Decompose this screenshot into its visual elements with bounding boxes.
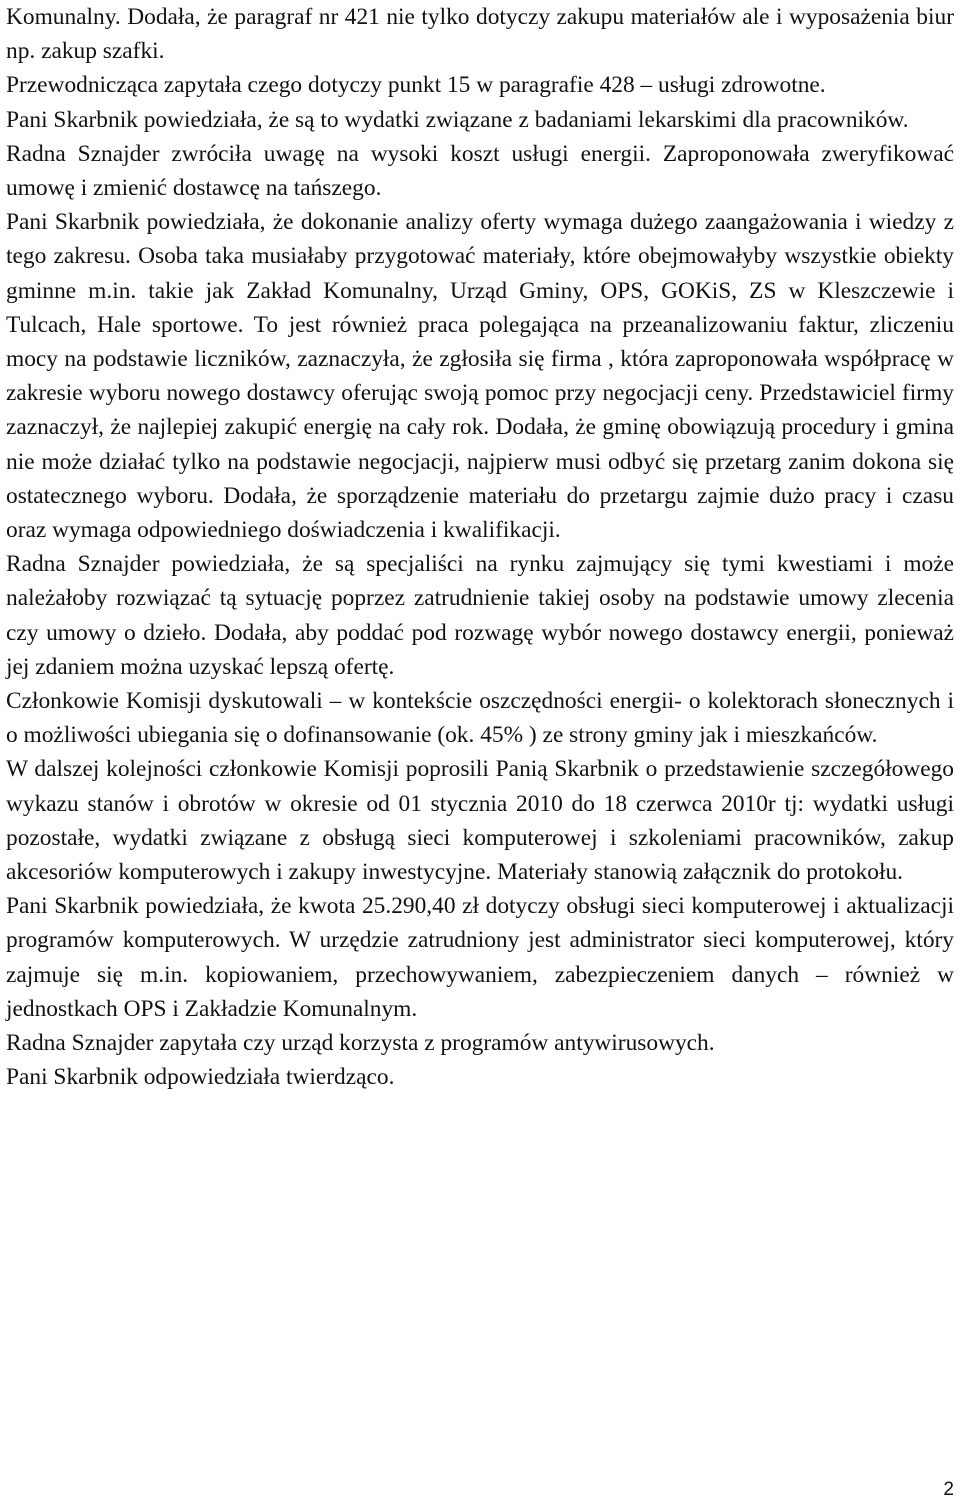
page-number: 2 xyxy=(943,1479,954,1500)
paragraph: Pani Skarbnik powiedziała, że są to wydatki związane z badaniami lekarskimi dla pracowników. xyxy=(6,106,909,133)
paragraph: Pani Skarbnik powiedziała, że kwota 25.290,40 zł dotyczy obsługi sieci komputerowej i aktualizacji programów komputerowych. W urzędzie zatrudniony jest administrator sieci komputerowej, który zajmuje się m.in. kopiowaniem, przechowywaniem, zabezpieczeniem danych – również w jednostkach OPS i Zakładzie Komunalnym. xyxy=(6,893,954,1022)
paragraph: Pani Skarbnik powiedziała, że dokonanie analizy oferty wymaga dużego zaangażowania i wiedzy z tego zakresu. Osoba taka musiałaby przygotować materiały, które obejmowałyby wszystkie obiekty gminne m.in. takie jak Zakład Komunalny, Urząd Gminy, OPS, GOKiS, ZS w Kleszczewie i Tulcach, Hale sportowe. To jest również praca polegająca na przeanalizowaniu faktur, zliczeniu mocy na podstawie liczników, zaznaczyła, że zgłosiła się firma , która zaproponowała współpracę w zakresie wyboru nowego dostawcy oferując swoją pomoc przy negocjacji ceny. Przedstawiciel firmy zaznaczył, że najlepiej zakupić energię na cały rok. Dodała, że gminę obowiązują procedury i gmina nie może działać tylko na podstawie negocjacji, najpierw musi odbyć się przetarg zanim dokona się ostatecznego wyboru. Dodała, że sporządzenie materiału do przetargu zajmie dużo pracy i czasu oraz wymaga odpowiedniego doświadczenia i kwalifikacji. xyxy=(6,209,954,544)
paragraph: W dalszej kolejności członkowie Komisji poprosili Panią Skarbnik o przedstawienie szczegółowego wykazu stanów i obrotów w okresie od 01 stycznia 2010 do 18 czerwca 2010r tj: wydatki usługi pozostałe, wydatki związane z obsługą sieci komputerowej i szkoleniami pracowników, zakup akcesoriów komputerowych i zakupy inwestycyjne. Materiały stanowią załącznik do protokołu. xyxy=(6,756,954,886)
paragraph: Przewodnicząca zapytała czego dotyczy punkt 15 w paragrafie 428 – usługi zdrowotne. xyxy=(6,72,826,99)
document-body xyxy=(6,0,954,1095)
paragraph: Radna Sznajder powiedziała, że są specjaliści na rynku zajmujący się tymi kwestiami i może należałoby rozwiązać tą sytuację poprzez zatrudnienie takiej osoby na podstawie umowy zlecenia czy umowy o dzieło. Dodała, aby poddać pod rozwagę wybór nowego dostawcy energii, ponieważ jej zdaniem można uzyskać lepszą ofertę. xyxy=(6,551,954,680)
paragraph: Komunalny. Dodała, że paragraf nr 421 nie tylko dotyczy zakupu materiałów ale i wyposażenia biur np. zakup szafki. xyxy=(6,4,954,65)
paragraph: Pani Skarbnik odpowiedziała twierdząco. xyxy=(6,1064,395,1091)
paragraph: Radna Sznajder zapytała czy urząd korzysta z programów antywirusowych. xyxy=(6,1030,715,1057)
paragraph: Radna Sznajder zwróciła uwagę na wysoki koszt usługi energii. Zaproponowała zweryfikować umowę i zmienić dostawcę na tańszego. xyxy=(6,140,954,202)
paragraph: Członkowie Komisji dyskutowali – w kontekście oszczędności energii- o kolektorach słonecznych i o możliwości ubiegania się o dofinansowanie (ok. 45% ) ze strony gminy jak i mieszkańców. xyxy=(6,688,954,749)
